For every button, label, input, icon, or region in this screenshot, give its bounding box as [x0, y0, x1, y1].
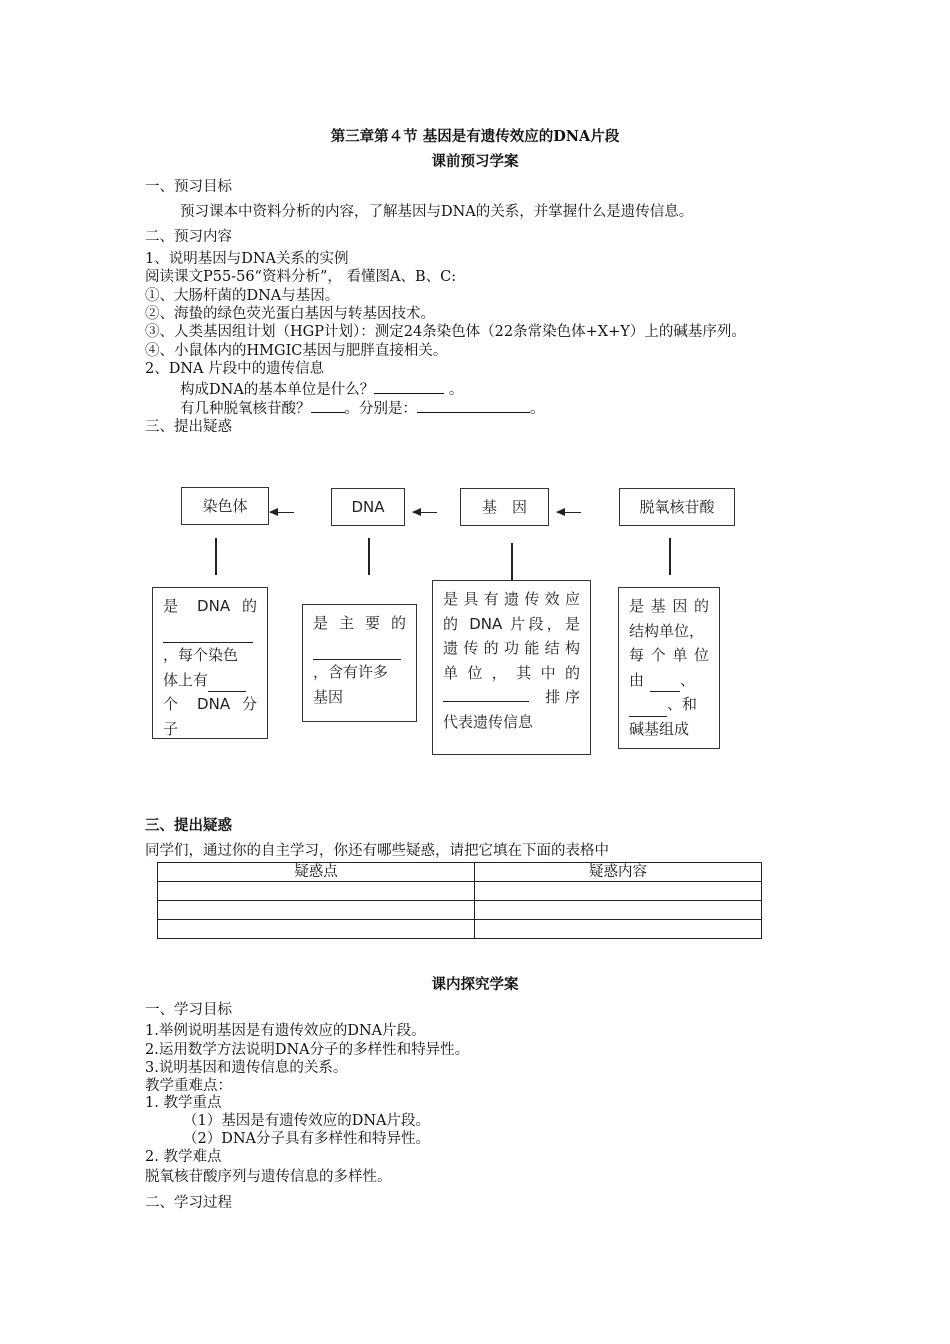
item-heading-gene-dna-examples: 1、说明基因与DNA关系的实例 — [145, 251, 349, 267]
answer-blank-chromosome[interactable] — [163, 626, 253, 643]
learning-goal-3: 3.说明基因和遗传信息的关系。 — [145, 1060, 348, 1076]
desc-chromosome-line1: 是 DNA 的 — [163, 597, 257, 615]
question-nucleotide-count: 有几种脱氧核苷酸？ — [180, 401, 311, 417]
table-header-content: 疑惑内容 — [475, 863, 762, 882]
diagram-box-gene — [460, 488, 549, 526]
table-cell[interactable] — [158, 882, 475, 901]
difficult-point-text: 脱氧核苷酸序列与遗传信息的多样性。 — [145, 1169, 392, 1185]
part2-title: 课内探究学案 — [431, 976, 519, 993]
table-cell[interactable] — [158, 901, 475, 920]
answer-blank-component-2[interactable] — [629, 700, 667, 717]
desc-chromosome-line5: 子 — [163, 719, 179, 738]
table-row — [158, 882, 762, 901]
learning-goal-2: 2.运用数学方法说明DNA分子的多样性和特异性。 — [145, 1042, 470, 1058]
table-row — [158, 920, 762, 939]
table-row — [158, 901, 762, 920]
question-basic-unit-end: 。 — [448, 382, 464, 398]
desc-chromosome-line3: 体上有 — [163, 670, 209, 689]
diagram-label-dna: DNA — [351, 498, 385, 516]
table-cell[interactable] — [158, 920, 475, 939]
desc-dna-line2: ，含有许多 — [313, 663, 389, 681]
document-title: 第三章第４节 基因是有遗传效应的DNA片段 — [330, 128, 620, 145]
connector-line — [511, 543, 513, 580]
desc-chromosome-line2: ，每个染色 — [163, 646, 239, 664]
reading-instruction: 阅读课文P55-56“资料分析”， 看懂图A、B、C: — [145, 269, 457, 285]
desc-nucleotide-line5: 、和 — [667, 695, 698, 713]
section-heading-questions-bold: 三、提出疑惑 — [145, 817, 232, 834]
diagram-desc-gene — [432, 580, 591, 755]
arrow-left-icon — [270, 512, 294, 513]
table-cell[interactable] — [475, 882, 762, 901]
desc-gene-line3: 遗传的功能结构 — [443, 639, 580, 657]
preview-goal-text: 预习课本中资料分析的内容，了解基因与DNA的关系，并掌握什么是遗传信息。 — [180, 204, 694, 220]
questions-table — [157, 862, 762, 939]
question-basic-unit-text: 构成DNA的基本单位是什么？ — [180, 382, 375, 398]
learning-goal-1: 1.举例说明基因是有遗传效应的DNA片段。 — [145, 1023, 426, 1039]
question-nucleotide-names: 。分别是： — [344, 401, 417, 417]
diagram-desc-dna — [302, 604, 417, 722]
answer-blank-names[interactable] — [417, 398, 530, 413]
example-item-4: ④、小鼠体内的HMGIC基因与肥胖直接相关。 — [145, 343, 448, 359]
connector-line — [368, 538, 370, 575]
connector-line — [669, 538, 671, 575]
diagram-box-chromosome — [181, 487, 269, 525]
section-heading-learning-goals: 一、学习目标 — [145, 1002, 232, 1018]
desc-gene-line4: 单 位 ， 其 中 的 — [443, 663, 580, 682]
example-item-3: ③、人类基因组计划（HGP计划）：测定24条染色体（22条常染色体+X+Y）上的碱基序列。 — [145, 324, 746, 340]
arrow-left-icon — [413, 512, 437, 513]
key-point-1: （1）基因是有遗传效应的DNA片段。 — [183, 1113, 431, 1129]
answer-blank-gene-sequence[interactable] — [443, 685, 529, 702]
section-heading-preview-goal: 一、预习目标 — [145, 179, 232, 195]
desc-gene-line1: 是具有遗传效应 — [443, 590, 580, 608]
diagram-desc-chromosome — [152, 587, 268, 739]
question-basic-unit — [180, 379, 463, 399]
section-heading-learning-process: 二、学习过程 — [145, 1195, 232, 1211]
table-header-point: 疑惑点 — [158, 863, 475, 882]
answer-blank-dna[interactable] — [313, 643, 401, 660]
desc-nucleotide-sep: 、 — [680, 670, 696, 689]
desc-nucleotide-line4: 由 — [629, 670, 645, 689]
desc-gene-line2: 的 DNA 片段，是 — [443, 614, 580, 633]
desc-gene-line6: 代表遗传信息 — [443, 712, 534, 731]
question-nucleotide-end: 。 — [530, 401, 545, 417]
desc-dna-line1: 是 主 要 的 — [313, 614, 406, 632]
difficult-points-heading: 2. 教学难点 — [145, 1149, 222, 1165]
diagram-box-nucleotide — [619, 488, 735, 526]
diagram-label-gene: 基 因 — [481, 498, 527, 516]
answer-blank-component-1[interactable] — [650, 675, 680, 692]
example-item-1: ①、大肠杆菌的DNA与基因。 — [145, 288, 340, 304]
key-point-2: （2）DNA分子具有多样性和特异性。 — [183, 1131, 431, 1147]
arrow-left-icon — [557, 512, 581, 513]
answer-blank-dna-count[interactable] — [208, 675, 246, 692]
table-cell[interactable] — [475, 901, 762, 920]
diagram-desc-nucleotide — [618, 587, 720, 749]
answer-blank-count[interactable] — [311, 398, 345, 413]
desc-dna-line3: 基因 — [313, 687, 344, 706]
desc-nucleotide-line2: 结构单位， — [629, 621, 705, 640]
key-points-heading: 1. 教学重点 — [145, 1095, 222, 1111]
answer-blank-basic-unit[interactable] — [374, 379, 444, 394]
item-heading-genetic-info: 2、DNA 片段中的遗传信息 — [145, 361, 325, 377]
question-nucleotide-types — [180, 398, 545, 418]
diagram-box-dna — [331, 488, 405, 526]
section-heading-preview-content: 二、预习内容 — [145, 229, 232, 245]
key-and-difficult-points: 教学重难点： — [145, 1078, 232, 1094]
desc-nucleotide-line1: 是基因的 — [629, 597, 709, 615]
connector-line — [215, 538, 217, 575]
table-header-row — [158, 863, 762, 882]
desc-chromosome-line4: 个 DNA 分 — [163, 695, 257, 713]
diagram-label-chromosome: 染色体 — [202, 497, 248, 515]
diagram-label-nucleotide: 脱氧核苷酸 — [639, 498, 715, 516]
table-cell[interactable] — [475, 920, 762, 939]
desc-gene-line5: 排 序 — [545, 688, 580, 706]
example-item-2: ②、海蛰的绿色荧光蛋白基因与转基因技术。 — [145, 306, 435, 322]
desc-nucleotide-line3: 每个单位 — [629, 646, 709, 664]
questions-instruction: 同学们，通过你的自主学习，你还有哪些疑惑，请把它填在下面的表格中 — [145, 843, 609, 859]
desc-nucleotide-line6: 碱基组成 — [629, 719, 690, 738]
document-subtitle: 课前预习学案 — [431, 153, 519, 170]
section-heading-questions: 三、提出疑惑 — [145, 419, 232, 435]
